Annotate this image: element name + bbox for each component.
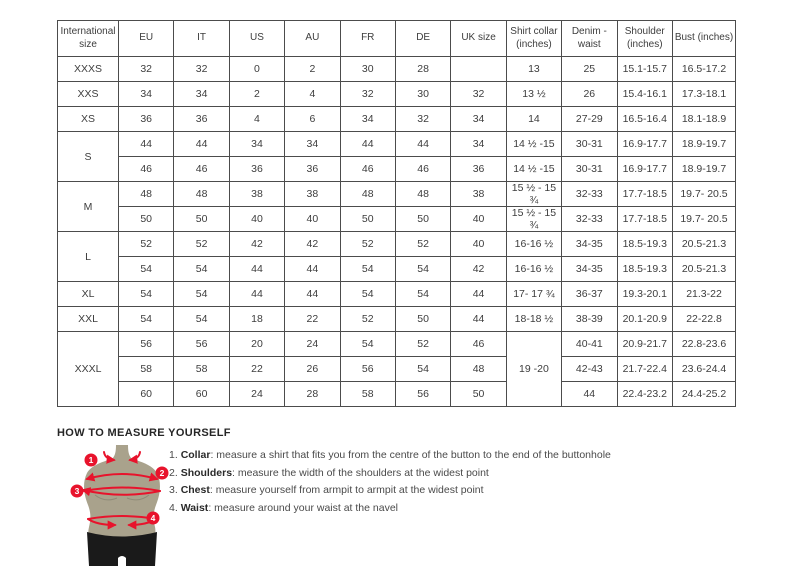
table-cell: 34 [285,132,340,157]
table-cell: 2 [285,57,340,82]
table-cell: 50 [340,207,395,232]
size-group-label: XS [58,107,119,132]
table-cell: 44 [229,257,284,282]
table-cell: 14 [506,107,561,132]
table-row [58,182,736,207]
table-cell: 46 [451,332,506,357]
table-cell: 38-39 [562,307,617,332]
table-cell: 52 [340,232,395,257]
table-row [58,282,736,307]
table-cell: 54 [174,257,229,282]
column-header: AU [285,21,340,57]
table-cell: 22 [229,357,284,382]
table-cell: 32 [451,82,506,107]
table-row [58,332,736,357]
table-cell: 28 [395,57,450,82]
table-cell: 50 [451,382,506,407]
table-cell: 18.9-19.7 [673,132,736,157]
table-cell: 13 [506,57,561,82]
table-cell: 18.5-19.3 [617,232,672,257]
table-row [58,82,736,107]
leg-notch [118,556,126,566]
table-cell: 56 [340,357,395,382]
table-cell: 6 [285,107,340,132]
table-cell: 56 [174,332,229,357]
table-cell: 46 [395,157,450,182]
table-cell: 40 [285,207,340,232]
mannequin-figure-svg [57,443,173,566]
table-cell: 18.1-18.9 [673,107,736,132]
size-group-label: XXXS [58,57,119,82]
table-cell: 44 [340,132,395,157]
table-cell: 23.6-24.4 [673,357,736,382]
table-cell: 54 [174,307,229,332]
table-cell: 58 [340,382,395,407]
table-cell: 18-18 ½ [506,307,561,332]
table-cell: 32 [395,107,450,132]
table-cell: 58 [174,357,229,382]
size-table-body [58,57,736,407]
size-group-label: L [58,232,119,282]
table-cell: 34 [229,132,284,157]
table-cell: 4 [229,107,284,132]
table-cell: 21.3-22 [673,282,736,307]
table-cell: 54 [395,357,450,382]
table-cell: 40 [451,207,506,232]
table-cell: 32 [340,82,395,107]
table-cell: 18 [229,307,284,332]
table-cell: 32-33 [562,182,617,207]
table-cell: 36 [174,107,229,132]
column-header: Shirt collar (inches) [506,21,561,57]
table-cell: 38 [229,182,284,207]
size-group-label: S [58,132,119,182]
size-group-label: M [58,182,119,232]
table-row [58,307,736,332]
table-cell: 20.5-21.3 [673,257,736,282]
table-cell: 44 [285,257,340,282]
table-cell: 21.7-22.4 [617,357,672,382]
table-cell: 54 [119,257,174,282]
badge-4-number: 4 [150,513,156,523]
table-cell: 60 [174,382,229,407]
table-cell: 50 [174,207,229,232]
header-row [58,21,736,57]
table-cell: 15 ½ - 15 ¾ [506,207,561,232]
table-cell: 54 [395,257,450,282]
table-cell: 14 ½ -15 [506,132,561,157]
table-cell: 19 -20 [506,332,561,407]
table-cell: 52 [395,232,450,257]
table-cell: 36-37 [562,282,617,307]
measure-step: 1. Collar: measure a shirt that fits you from the centre of the button to the end of the buttonhole [169,449,611,461]
table-cell: 44 [451,307,506,332]
table-cell: 17- 17 ¾ [506,282,561,307]
table-cell: 36 [285,157,340,182]
size-group-label: XXL [58,307,119,332]
table-cell: 2 [229,82,284,107]
column-header: UK size [451,21,506,57]
table-cell: 20.1-20.9 [617,307,672,332]
table-cell: 16-16 ½ [506,257,561,282]
table-row [58,232,736,257]
table-cell: 34 [119,82,174,107]
table-cell: 54 [395,282,450,307]
size-group-label: XL [58,282,119,307]
table-cell: 22 [285,307,340,332]
table-cell: 44 [174,132,229,157]
table-cell: 44 [395,132,450,157]
table-cell: 36 [451,157,506,182]
table-cell: 52 [340,307,395,332]
table-cell: 44 [285,282,340,307]
table-cell: 42-43 [562,357,617,382]
table-cell: 44 [562,382,617,407]
table-cell: 38 [285,182,340,207]
table-row [58,257,736,282]
table-cell: 48 [340,182,395,207]
table-cell: 24 [285,332,340,357]
table-cell: 22.4-23.2 [617,382,672,407]
table-row [58,157,736,182]
size-chart-table [57,20,736,407]
measure-steps [169,449,611,514]
table-cell [451,57,506,82]
table-cell: 30-31 [562,132,617,157]
measure-step: 3. Chest: measure yourself from armpit to armpit at the widest point [169,484,484,496]
table-cell: 27-29 [562,107,617,132]
table-cell: 18.5-19.3 [617,257,672,282]
table-cell: 44 [119,132,174,157]
table-cell: 15.1-15.7 [617,57,672,82]
table-cell: 60 [119,382,174,407]
table-cell: 38 [451,182,506,207]
table-cell: 16.5-16.4 [617,107,672,132]
table-cell: 46 [340,157,395,182]
table-cell: 17.7-18.5 [617,207,672,232]
table-cell: 54 [340,257,395,282]
table-cell: 24.4-25.2 [673,382,736,407]
table-cell: 30 [340,57,395,82]
table-cell: 13 ½ [506,82,561,107]
table-cell: 16.9-17.7 [617,132,672,157]
table-row [58,207,736,232]
table-cell: 22.8-23.6 [673,332,736,357]
table-cell: 48 [451,357,506,382]
column-header: IT [174,21,229,57]
table-cell: 34 [451,132,506,157]
column-header: Shoulder (inches) [617,21,672,57]
table-cell: 36 [119,107,174,132]
table-cell: 32 [174,57,229,82]
table-cell: 28 [285,382,340,407]
table-cell: 34-35 [562,257,617,282]
table-cell: 52 [174,232,229,257]
table-cell: 19.7- 20.5 [673,207,736,232]
column-header: EU [119,21,174,57]
measure-step: 2. Shoulders: measure the width of the shoulders at the widest point [169,466,489,479]
table-cell: 46 [174,157,229,182]
column-header: Denim - waist [562,21,617,57]
table-cell: 48 [395,182,450,207]
table-cell: 0 [229,57,284,82]
table-row [58,132,736,157]
table-cell: 52 [119,232,174,257]
measure-section-heading: HOW TO MEASURE YOURSELF [57,427,231,439]
collar-measure-line-left [104,452,114,460]
table-cell: 54 [119,307,174,332]
table-cell: 42 [451,257,506,282]
size-group-label: XXS [58,82,119,107]
table-cell: 40 [451,232,506,257]
table-cell: 48 [119,182,174,207]
table-row [58,382,736,407]
table-cell: 19.3-20.1 [617,282,672,307]
table-cell: 15.4-16.1 [617,82,672,107]
table-cell: 16.9-17.7 [617,157,672,182]
table-cell: 30 [395,82,450,107]
column-header: FR [340,21,395,57]
table-cell: 40-41 [562,332,617,357]
table-cell: 54 [340,332,395,357]
table-cell: 50 [395,207,450,232]
table-cell: 34-35 [562,232,617,257]
table-cell: 34 [340,107,395,132]
table-cell: 54 [174,282,229,307]
table-cell: 15 ½ - 15 ¾ [506,182,561,207]
table-row [58,107,736,132]
column-header: US [229,21,284,57]
table-cell: 20.9-21.7 [617,332,672,357]
table-cell: 52 [395,332,450,357]
table-cell: 18.9-19.7 [673,157,736,182]
table-cell: 40 [229,207,284,232]
badge-3-number: 3 [74,486,80,496]
table-cell: 14 ½ -15 [506,157,561,182]
table-cell: 16.5-17.2 [673,57,736,82]
table-cell: 4 [285,82,340,107]
table-cell: 25 [562,57,617,82]
table-cell: 26 [285,357,340,382]
table-cell: 48 [174,182,229,207]
badge-2-number: 2 [159,468,165,478]
table-cell: 17.7-18.5 [617,182,672,207]
table-cell: 34 [174,82,229,107]
collar-measure-line-right [130,452,140,460]
table-cell: 34 [451,107,506,132]
table-cell: 30-31 [562,157,617,182]
table-cell: 56 [119,332,174,357]
table-cell: 36 [229,157,284,182]
table-cell: 26 [562,82,617,107]
table-cell: 56 [395,382,450,407]
mannequin-illustration [57,443,173,566]
size-group-label: XXXL [58,332,119,407]
table-cell: 50 [119,207,174,232]
table-cell: 50 [395,307,450,332]
table-cell: 24 [229,382,284,407]
table-row [58,57,736,82]
table-cell: 32 [119,57,174,82]
table-cell: 19.7- 20.5 [673,182,736,207]
table-cell: 22-22.8 [673,307,736,332]
measure-step: 4. Waist: measure around your waist at the navel [169,501,398,514]
table-cell: 54 [119,282,174,307]
table-cell: 20.5-21.3 [673,232,736,257]
table-cell: 17.3-18.1 [673,82,736,107]
table-cell: 54 [340,282,395,307]
column-header: International size [58,21,119,57]
table-cell: 42 [229,232,284,257]
table-row [58,357,736,382]
column-header: DE [395,21,450,57]
table-cell: 58 [119,357,174,382]
table-cell: 44 [229,282,284,307]
column-header: Bust (inches) [673,21,736,57]
table-cell: 16-16 ½ [506,232,561,257]
table-cell: 32-33 [562,207,617,232]
table-cell: 20 [229,332,284,357]
badge-1-number: 1 [88,455,94,465]
table-cell: 42 [285,232,340,257]
table-cell: 44 [451,282,506,307]
table-cell: 46 [119,157,174,182]
